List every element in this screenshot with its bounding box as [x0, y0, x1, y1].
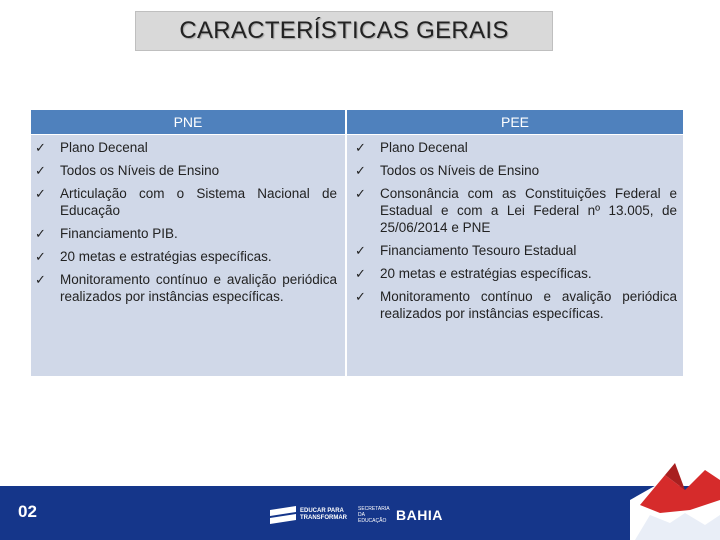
checkmark-icon: ✓ [35, 226, 46, 241]
checkmark-icon: ✓ [355, 186, 366, 201]
list-item: ✓ Todos os Níveis de Ensino [355, 163, 540, 178]
list-item: ✓ 20 metas e estratégias específicas. [35, 249, 272, 264]
column-header-pne: PNE [31, 110, 345, 134]
list-item: ✓ Financiamento PIB. [35, 226, 178, 241]
slide-title-box [135, 11, 553, 51]
list-item: ✓ Monitoramento contínuo e avalição periódica realizados por instâncias específicas. [355, 289, 677, 321]
educar-para-transformar-logo [270, 500, 347, 530]
checkmark-icon: ✓ [355, 289, 366, 304]
list-item: ✓ Articulação com o Sistema Nacional de Educação [35, 186, 337, 218]
checkmark-icon: ✓ [355, 140, 366, 155]
list-item: ✓ 20 metas e estratégias específicas. [355, 266, 592, 281]
checkmark-icon: ✓ [35, 272, 46, 287]
educar-logo-icon [270, 506, 296, 524]
list-item: ✓ Monitoramento contínuo e avalição periódica realizados por instâncias específicas. [35, 272, 337, 304]
list-item: ✓ Todos os Níveis de Ensino [35, 163, 220, 178]
list-item: ✓ Plano Decenal [355, 140, 468, 155]
checkmark-icon: ✓ [355, 243, 366, 258]
checkmark-icon: ✓ [35, 249, 46, 264]
bahia-logo: BAHIA [396, 507, 443, 523]
checkmark-icon: ✓ [35, 163, 46, 178]
list-item: ✓ Plano Decenal [35, 140, 148, 155]
corner-decoration-icon [630, 455, 720, 540]
checkmark-icon: ✓ [355, 266, 366, 281]
column-header-pee: PEE [347, 110, 683, 134]
secretaria-logo: SECRETARIA DA EDUCAÇÃO [358, 506, 390, 524]
checkmark-icon: ✓ [35, 186, 46, 201]
slide-title: CARACTERÍSTICAS GERAIS [179, 17, 509, 44]
page-number: 02 [18, 502, 37, 521]
list-item: ✓ Consonância com as Constituições Federal e Estadual e com a Lei Federal nº 13.005, de 25/06/2014 e PNE [355, 186, 677, 235]
column-pee [347, 135, 683, 376]
checkmark-icon: ✓ [355, 163, 366, 178]
list-item: ✓ Financiamento Tesouro Estadual [355, 243, 577, 258]
comparison-table [31, 110, 683, 376]
column-pne [31, 135, 345, 376]
educar-logo-text: EDUCAR PARA TRANSFORMAR [300, 508, 347, 521]
checkmark-icon: ✓ [35, 140, 46, 155]
